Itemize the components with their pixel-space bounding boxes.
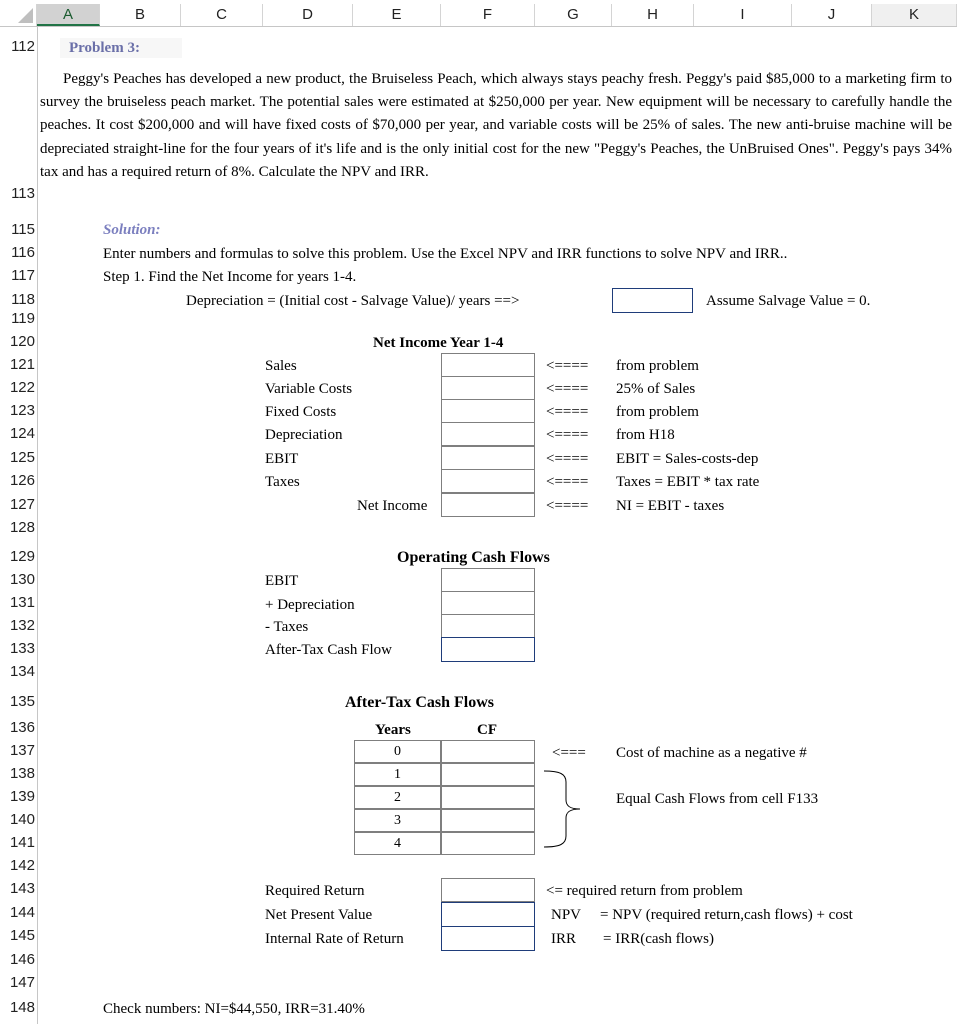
row-header-141[interactable]: 141 — [9, 834, 35, 851]
ocf-label-depreciation: + Depreciation — [265, 597, 355, 613]
ni-arrow-sales: <==== — [546, 358, 589, 374]
ni-label-ebit: EBIT — [265, 451, 299, 467]
row-header-131[interactable]: 131 — [9, 594, 35, 611]
ni-arrow-fixed-costs: <==== — [546, 404, 589, 420]
problem-text: Peggy's Peaches has developed a new product, the Bruiseless Peach, which always stays peachy fresh. Peggy's paid $85,000 to a marketing firm to survey the bruiseless peach market. The potential sales were estimated at $250,000 per year. New equipment will be necessary to carefully handle the peaches. It cost $200,000 and will have fixed costs of $70,000 per year, and variable costs will be 25% of sales. The new anti-bruise machine will be depreciated straight-line for the four years of it's life and is the only initial cost for the new "Peggy's Peaches, the UnBruised Ones". Peggy's pays 34% tax and has a required return of 8%. Calculate the NPV and IRR. — [40, 71, 952, 180]
row-header-112[interactable]: 112 — [11, 38, 35, 55]
ocf-input-taxes[interactable] — [441, 614, 535, 638]
ni-label-net-income: Net Income — [357, 498, 428, 514]
column-header-j[interactable]: J — [792, 4, 872, 26]
atcf-year-1: 1 — [354, 763, 441, 786]
row-header-140[interactable]: 140 — [9, 811, 35, 828]
solution-label: Solution: — [103, 222, 161, 238]
ni-input-net-income[interactable] — [441, 493, 535, 517]
required-return-input[interactable] — [441, 878, 535, 902]
ni-note-variable-costs: 25% of Sales — [616, 381, 696, 397]
ni-input-depreciation[interactable] — [441, 422, 535, 446]
column-header-c[interactable]: C — [181, 4, 263, 26]
required-return-label: Required Return — [265, 883, 365, 899]
column-header-f[interactable]: F — [441, 4, 535, 26]
row-header-133[interactable]: 133 — [9, 640, 35, 657]
ocf-input-depreciation[interactable] — [441, 591, 535, 615]
ni-label-fixed-costs: Fixed Costs — [265, 404, 337, 420]
row-header-143[interactable]: 143 — [9, 880, 35, 897]
ocf-label-taxes: - Taxes — [265, 619, 309, 635]
row-header-120[interactable]: 120 — [9, 333, 35, 350]
atcf-header-years: Years — [375, 722, 411, 738]
atcf-year0-arrow: <=== — [552, 745, 586, 761]
row-header-139[interactable]: 139 — [9, 788, 35, 805]
row-header-117[interactable]: 117 — [11, 267, 35, 284]
column-header-e[interactable]: E — [353, 4, 441, 26]
atcf-year-0: 0 — [354, 740, 441, 763]
atcf-title: After-Tax Cash Flows — [345, 694, 495, 711]
irr-label: Internal Rate of Return — [265, 931, 404, 947]
column-header-bar — [0, 0, 957, 27]
ni-note-net-income: NI = EBIT - taxes — [616, 498, 725, 514]
atcf-year-3: 3 — [354, 809, 441, 832]
row-header-122[interactable]: 122 — [9, 379, 35, 396]
npv-key: NPV — [551, 907, 582, 923]
ni-note-fixed-costs: from problem — [616, 404, 699, 420]
irr-key: IRR — [551, 931, 577, 947]
ni-arrow-depreciation: <==== — [546, 427, 589, 443]
atcf-cf-input-0[interactable] — [441, 740, 535, 763]
row-header-148[interactable]: 148 — [9, 999, 35, 1016]
row-header-128[interactable]: 128 — [9, 519, 35, 536]
ni-arrow-ebit: <==== — [546, 451, 589, 467]
ni-input-sales[interactable] — [441, 353, 535, 377]
atcf-year-4: 4 — [354, 832, 441, 855]
irr-input[interactable] — [441, 926, 535, 951]
row-header-116[interactable]: 116 — [11, 244, 35, 261]
row-header-121[interactable]: 121 — [9, 356, 35, 373]
ocf-title: Operating Cash Flows — [397, 549, 550, 566]
row-header-125[interactable]: 125 — [9, 449, 35, 466]
ni-input-ebit[interactable] — [441, 446, 535, 470]
atcf-brace-note: Equal Cash Flows from cell F133 — [616, 791, 819, 807]
row-header-138[interactable]: 138 — [9, 765, 35, 782]
column-header-g[interactable]: G — [535, 4, 612, 26]
row-header-130[interactable]: 130 — [9, 571, 35, 588]
row-header-118[interactable]: 118 — [11, 291, 35, 308]
required-return-note: <= required return from problem — [546, 883, 743, 899]
ni-label-depreciation: Depreciation — [265, 427, 343, 443]
row-header-134[interactable]: 134 — [9, 663, 35, 680]
ni-note-ebit: EBIT = Sales-costs-dep — [616, 451, 759, 467]
ni-input-fixed-costs[interactable] — [441, 399, 535, 423]
column-header-i[interactable]: I — [694, 4, 792, 26]
row-header-144[interactable]: 144 — [9, 904, 35, 921]
ni-input-taxes[interactable] — [441, 469, 535, 493]
ni-arrow-net-income: <==== — [546, 498, 589, 514]
npv-note: = NPV (required return,cash flows) + cost — [600, 907, 853, 923]
atcf-year-2: 2 — [354, 786, 441, 809]
column-header-d[interactable]: D — [263, 4, 353, 26]
ni-note-taxes: Taxes = EBIT * tax rate — [616, 474, 760, 490]
ni-input-variable-costs[interactable] — [441, 376, 535, 400]
check-numbers: Check numbers: NI=$44,550, IRR=31.40% — [103, 1001, 365, 1017]
row-header-136[interactable]: 136 — [9, 719, 35, 736]
net-income-title: Net Income Year 1-4 — [373, 335, 504, 351]
ocf-label-ebit: EBIT — [265, 573, 299, 589]
npv-label: Net Present Value — [265, 907, 373, 923]
atcf-year0-note: Cost of machine as a negative # — [616, 745, 807, 761]
problem-title: Problem 3: — [60, 38, 182, 58]
row-header-127[interactable]: 127 — [9, 496, 35, 513]
row-header-137[interactable]: 137 — [9, 742, 35, 759]
atcf-cf-input-3[interactable] — [441, 809, 535, 832]
depreciation-formula: Depreciation = (Initial cost - Salvage Value)/ years ==> — [186, 293, 520, 309]
row-header-119[interactable]: 119 — [11, 310, 35, 327]
ocf-label-after-tax-cash-flow: After-Tax Cash Flow — [265, 642, 392, 658]
atcf-cf-input-2[interactable] — [441, 786, 535, 809]
ocf-input-after-tax-cash-flow-f133[interactable] — [441, 637, 535, 662]
curly-brace-icon — [540, 768, 585, 850]
row-header-147[interactable]: 147 — [9, 974, 35, 991]
atcf-cf-input-4[interactable] — [441, 832, 535, 855]
ocf-input-ebit[interactable] — [441, 568, 535, 592]
row-header-145[interactable]: 145 — [9, 927, 35, 944]
column-header-k[interactable]: K — [872, 4, 957, 26]
ni-label-taxes: Taxes — [265, 474, 300, 490]
column-header-b[interactable]: B — [100, 4, 181, 26]
ni-arrow-taxes: <==== — [546, 474, 589, 490]
ni-note-sales: from problem — [616, 358, 699, 374]
atcf-cf-input-1[interactable] — [441, 763, 535, 786]
row-header-129[interactable]: 129 — [9, 548, 35, 565]
npv-input[interactable] — [441, 902, 535, 927]
row-header-146[interactable]: 146 — [9, 951, 35, 968]
ni-label-variable-costs: Variable Costs — [265, 381, 353, 397]
step1-text: Step 1. Find the Net Income for years 1-4. — [103, 269, 357, 285]
salvage-note: Assume Salvage Value = 0. — [706, 293, 871, 309]
depreciation-input-h118[interactable] — [612, 288, 693, 313]
row-header-115[interactable]: 115 — [11, 221, 35, 238]
column-header-a[interactable]: A — [37, 4, 100, 26]
row-header-124[interactable]: 124 — [9, 425, 35, 442]
atcf-header-cf: CF — [477, 722, 497, 738]
ni-label-sales: Sales — [265, 358, 297, 374]
row-header-123[interactable]: 123 — [9, 402, 35, 419]
instructions-text: Enter numbers and formulas to solve this problem. Use the Excel NPV and IRR functions to solve NPV and IRR.. — [103, 246, 788, 262]
column-header-h[interactable]: H — [612, 4, 694, 26]
row-header-132[interactable]: 132 — [9, 617, 35, 634]
row-header-135[interactable]: 135 — [9, 693, 35, 710]
row-header-bar — [0, 27, 38, 1024]
ni-arrow-variable-costs: <==== — [546, 381, 589, 397]
select-all-corner[interactable] — [0, 4, 37, 26]
row-header-113[interactable]: 113 — [11, 185, 35, 202]
irr-note: = IRR(cash flows) — [603, 931, 714, 947]
row-header-142[interactable]: 142 — [9, 857, 35, 874]
ni-note-depreciation: from H18 — [616, 427, 675, 443]
row-header-126[interactable]: 126 — [9, 472, 35, 489]
